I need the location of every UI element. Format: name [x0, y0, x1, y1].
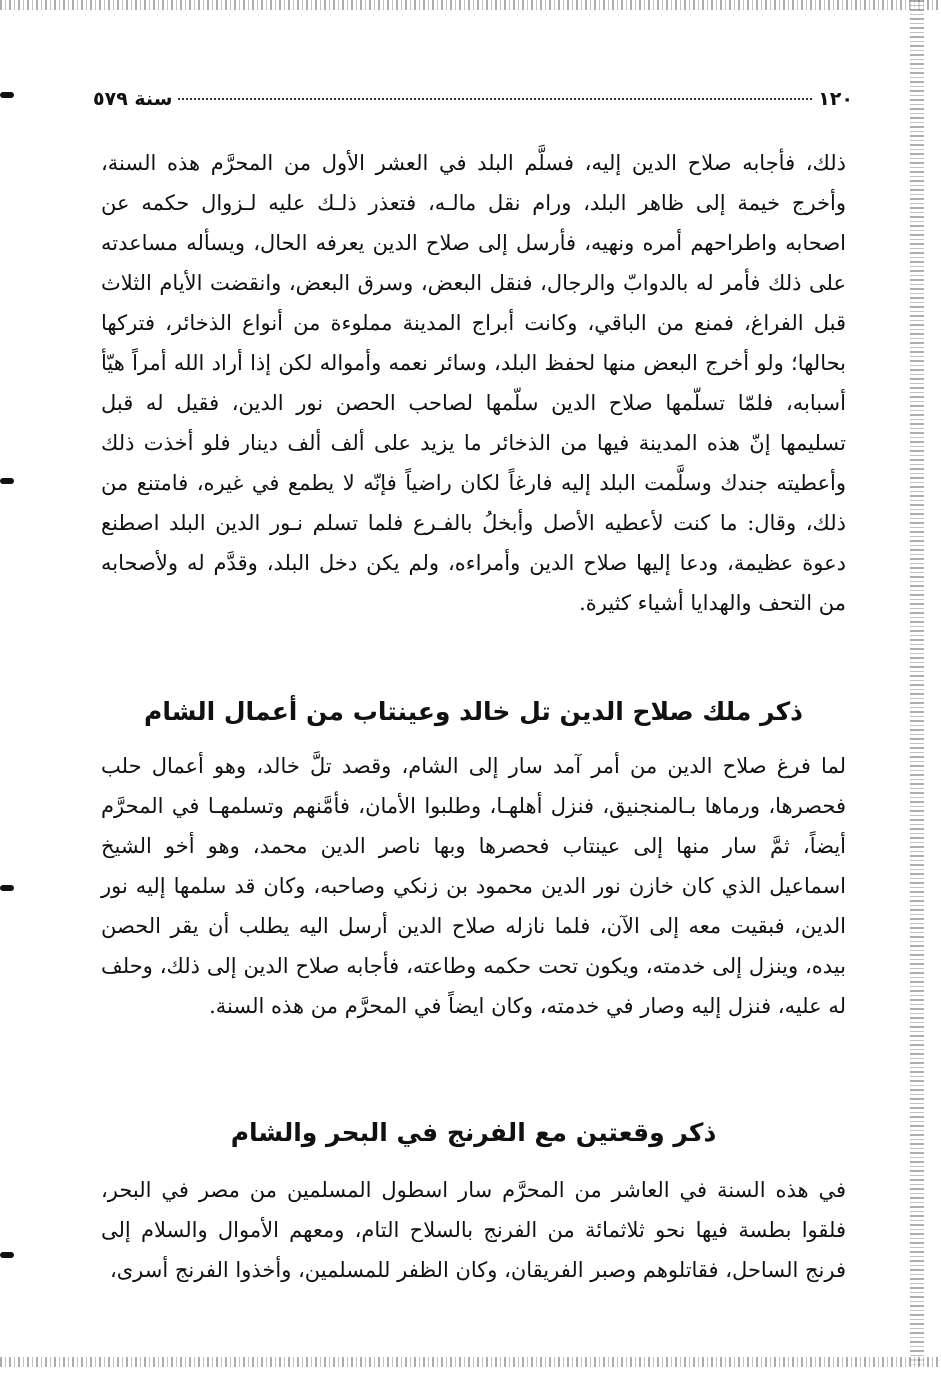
paragraph: ذلك، فأجابه صلاح الدين إليه، فسلَّم البلد في العشر الأول من المحرَّم هذه السنة، وأخرج خيمة إلى ظاهر البلد، ورام نقل مالـه، فتعذر ذلـك عليه لـزوال حكمه عن اصحابه واطراحهم أمره ونهيه، فأرسل إلى صلاح الدين يعرفه الحال، ويسأله مساعدته على ذلك فأمر له بالدوابّ والرجال، فنقل البعض، وسرق البعض، وانقضت الأيام الثلاث قبل الفراغ، فمنع من الباقي، وكانت أبراج المدينة مملوءة من أنواع الذخائر، فتركها بحالها؛ ولو أخرج البعض منها لحفظ البلد، وسائر نعمه وأمواله لكن إذا أراد الله أمراً هيّأ أسبابه، فلمّا تسلّمها صلاح الدين سلّمها لصاحب الحصن نور الدين، فقيل له قبل تسليمها إنّ هذه المدينة فيها من الذخائر ما يزيد على ألف ألف دينار فلو أخذت ذلك وأعطيته جندك وسلَّمت البلد إليه فارغاً لكان راضياً فإنّه لا يطمع في غيره، فامتنع من ذلك، وقال: ما كنت لأعطيه الأصل وأبخلُ بالفـرع فلما تسلم نـور الدين البلد اصطنع دعوة عظيمة، ودعا إليها صلاح الدين وأمراءه، ولم يكن دخل البلد، وقدَّم له ولأصحابه من التحف والهدايا أشياء كثيرة.	[101, 151, 846, 615]
header-dot-leader	[178, 98, 812, 100]
margin-tick-mark	[0, 92, 14, 98]
ornamental-border-bottom	[0, 1357, 941, 1367]
section-heading: ذكر وقعتين مع الفرنج في البحر والشام	[230, 1118, 717, 1147]
running-header	[93, 88, 853, 118]
ornamental-border-top	[0, 0, 941, 10]
body-text-block	[101, 746, 846, 1026]
body-text-block	[101, 1170, 846, 1290]
year-label: سنة ٥٧٩	[93, 88, 173, 110]
paragraph: لما فرغ صلاح الدين من أمر آمد سار إلى الشام، وقصد تلَّ خالد، وهو أعمال حلب فحصرها، ورماها بـالمنجنيق، فنزل أهلهـا، وطلبوا الأمان، فأمَّنهم وتسلمهـا في المحرَّم أيضاً، ثمَّ سار منها إلى عينتاب فحصرها وبها ناصر الدين محمد، وهو أخو الشيخ اسماعيل الذي كان خازن نور الدين محمود بن زنكي وصاحبه، وكان قد سلمها إليه نور الدين، فبقيت معه إلى الآن، فلما نازله صلاح الدين أرسل اليه يطلب أن يقر الحصن بيده، وينزل إلى خدمته، ويكون تحت حكمه وطاعته، فأجابه صلاح الدين إلى ذلك، وحلف له عليه، فنزل إليه وصار في خدمته، وكان ايضاً في المحرَّم من هذه السنة.	[101, 754, 846, 1018]
margin-tick-mark	[0, 885, 14, 891]
body-text-block	[101, 143, 846, 623]
ornamental-border-right	[910, 0, 924, 1367]
paragraph: في هذه السنة في العاشر من المحرَّم سار اسطول المسلمين من مصر في البحر، فلقوا بطسة فيها نحو ثلاثمائة من الفرنج بالسلاح التام، ومعهم الأموال والسلام إلى فرنج الساحل، فقاتلوهم وصبر الفريقان، وكان الظفر للمسلمين، وأخذوا الفرنج أسرى،	[101, 1178, 846, 1282]
section-heading: ذكر ملك صلاح الدين تل خالد وعينتاب من أعمال الشام	[144, 697, 803, 726]
page-number: ١٢٠	[818, 88, 853, 110]
margin-tick-mark	[0, 1252, 14, 1258]
margin-tick-mark	[0, 478, 14, 484]
